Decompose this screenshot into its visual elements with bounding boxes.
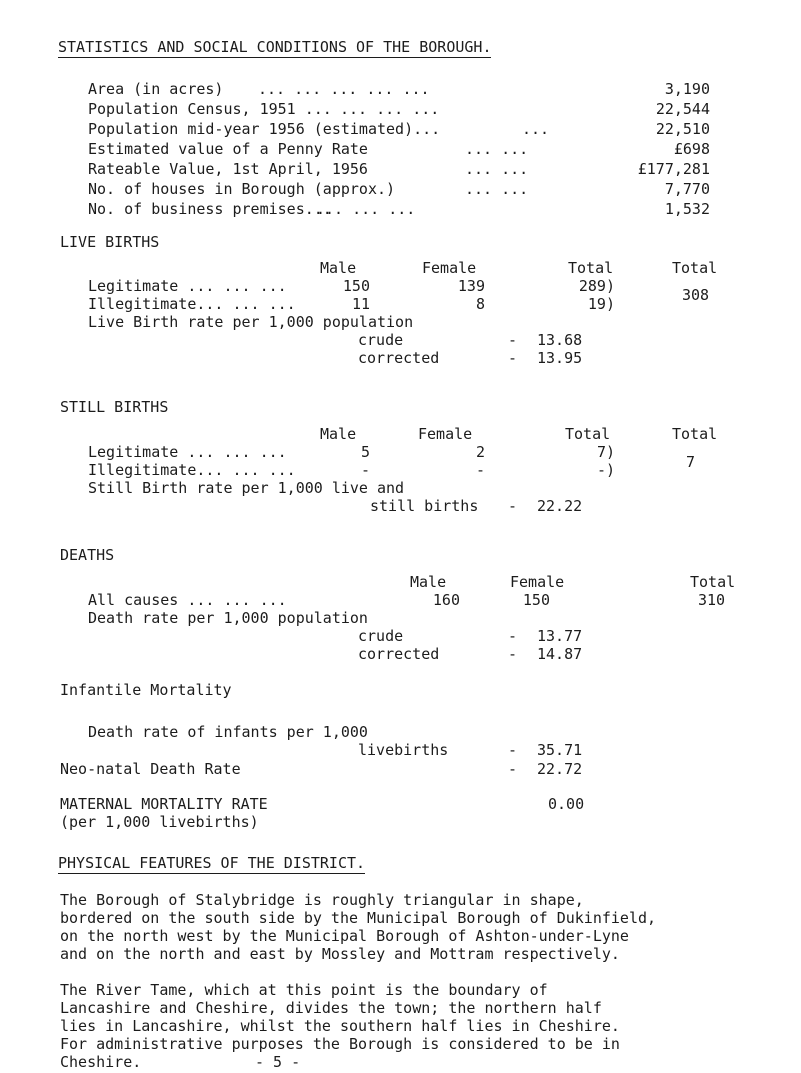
value-male: 11 [351,295,370,313]
value-grand-total: 7 [686,453,696,471]
stat-value: 3,190 [664,80,710,98]
rate-label: Still Birth rate per 1,000 live and [88,479,405,497]
stat-value: £698 [673,140,710,158]
value-female: - [475,461,485,479]
stat-label: No. of houses in Borough (approx.) [88,180,396,198]
section-heading: PHYSICAL FEATURES OF THE DISTRICT. [58,854,366,872]
stat-value: £177,281 [637,160,710,178]
paragraph-line: The Borough of Stalybridge is roughly triangular in shape, [60,891,584,909]
stat-value: 22,510 [655,120,710,138]
dash: - [508,741,518,759]
col-header-female: Female [418,425,473,443]
section-heading: STILL BIRTHS [60,398,169,416]
value-female: 2 [475,443,485,461]
row-label: All causes ... ... ... [88,591,287,609]
paragraph-line: bordered on the south side by the Municipal Borough of Dukinfield, [60,909,657,927]
leader-dots: ... ... [465,180,529,198]
section-heading: DEATHS [60,546,115,564]
crude-label: crude [358,331,404,349]
col-header-grand-total: Total [672,425,718,443]
page-title: STATISTICS AND SOCIAL CONDITIONS OF THE BOROUGH. [58,38,492,56]
rate-label-2: still births [370,497,479,515]
dash: - [508,760,518,778]
dash: - [508,627,518,645]
section-heading: Infantile Mortality [60,681,232,699]
value-grand-total: 308 [682,286,710,304]
leader-dots: ... ... [465,140,529,158]
stat-label: Rateable Value, 1st April, 1956 [88,160,368,178]
neonatal-label: Neo-natal Death Rate [60,760,241,778]
leader-dots: ... ... [465,160,529,178]
rate-label: Death rate of infants per 1,000 [88,723,368,741]
stat-label: No. of business premises... [88,200,332,218]
rate-value: 35.71 [537,741,583,759]
col-header-total: Total [565,425,611,443]
crude-value: 13.68 [537,331,583,349]
page-number: - 5 - [255,1053,301,1071]
rate-label: Live Birth rate per 1,000 population [88,313,414,331]
stat-label: Population Census, 1951 ... [88,100,332,118]
leader-dots: ... [522,120,550,138]
rate-value: 22.22 [537,497,583,515]
value-female: 8 [475,295,485,313]
value-male: - [360,461,370,479]
col-header-male: Male [320,259,357,277]
value-total: 19) [587,295,615,313]
value-female: 139 [457,277,485,295]
row-label: Illegitimate... ... ... [88,295,296,313]
value-female: 150 [522,591,550,609]
row-label: Legitimate ... ... ... [88,443,287,461]
paragraph-line: Lancashire and Cheshire, divides the town; the northern half [60,999,602,1017]
value-total: 310 [698,591,726,609]
neonatal-value: 22.72 [537,760,583,778]
value-male: 160 [432,591,460,609]
rate-label: Death rate per 1,000 population [88,609,368,627]
value-total: 7) [596,443,615,461]
corrected-label: corrected [358,645,440,663]
col-header-female: Female [422,259,477,277]
dash: - [508,331,518,349]
paragraph-line: The River Tame, which at this point is the boundary of [60,981,548,999]
row-label: Legitimate ... ... ... [88,277,287,295]
col-header-total: Total [690,573,736,591]
maternal-value: 0.00 [548,795,585,813]
stat-value: 22,544 [655,100,710,118]
corrected-label: corrected [358,349,440,367]
leader-dots: ... ... ... ... ... [258,80,430,98]
paragraph-line: on the north west by the Municipal Borough of Ashton-under-Lyne [60,927,629,945]
section-heading: MATERNAL MORTALITY RATE [60,795,268,813]
paragraph-line: For administrative purposes the Borough is considered to be in [60,1035,620,1053]
leader-dots: ... ... ... [340,100,440,118]
paragraph-line: and on the north and east by Mossley and Mottram respectively. [60,945,620,963]
col-header-grand-total: Total [672,259,718,277]
maternal-sub: (per 1,000 livebirths) [60,813,259,831]
corrected-value: 14.87 [537,645,583,663]
stat-label: Area (in acres) [88,80,224,98]
row-label: Illegitimate... ... ... [88,461,296,479]
crude-label: crude [358,627,404,645]
crude-value: 13.77 [537,627,583,645]
col-header-male: Male [320,425,357,443]
value-total: -) [596,461,615,479]
value-male: 150 [342,277,370,295]
paragraph-line: Cheshire. [60,1053,142,1071]
leader-dots: ... ... ... [316,200,416,218]
col-header-total: Total [568,259,614,277]
col-header-male: Male [410,573,447,591]
stat-label: Population mid-year 1956 (estimated)... [88,120,441,138]
value-total: 289) [578,277,615,295]
value-male: 5 [360,443,370,461]
dash: - [508,645,518,663]
dash: - [508,349,518,367]
rate-label-2: livebirths [358,741,449,759]
section-heading: LIVE BIRTHS [60,233,160,251]
corrected-value: 13.95 [537,349,583,367]
col-header-female: Female [510,573,565,591]
stat-value: 1,532 [664,200,710,218]
stat-value: 7,770 [664,180,710,198]
dash: - [508,497,518,515]
paragraph-line: lies in Lancashire, whilst the southern half lies in Cheshire. [60,1017,620,1035]
stat-label: Estimated value of a Penny Rate [88,140,368,158]
